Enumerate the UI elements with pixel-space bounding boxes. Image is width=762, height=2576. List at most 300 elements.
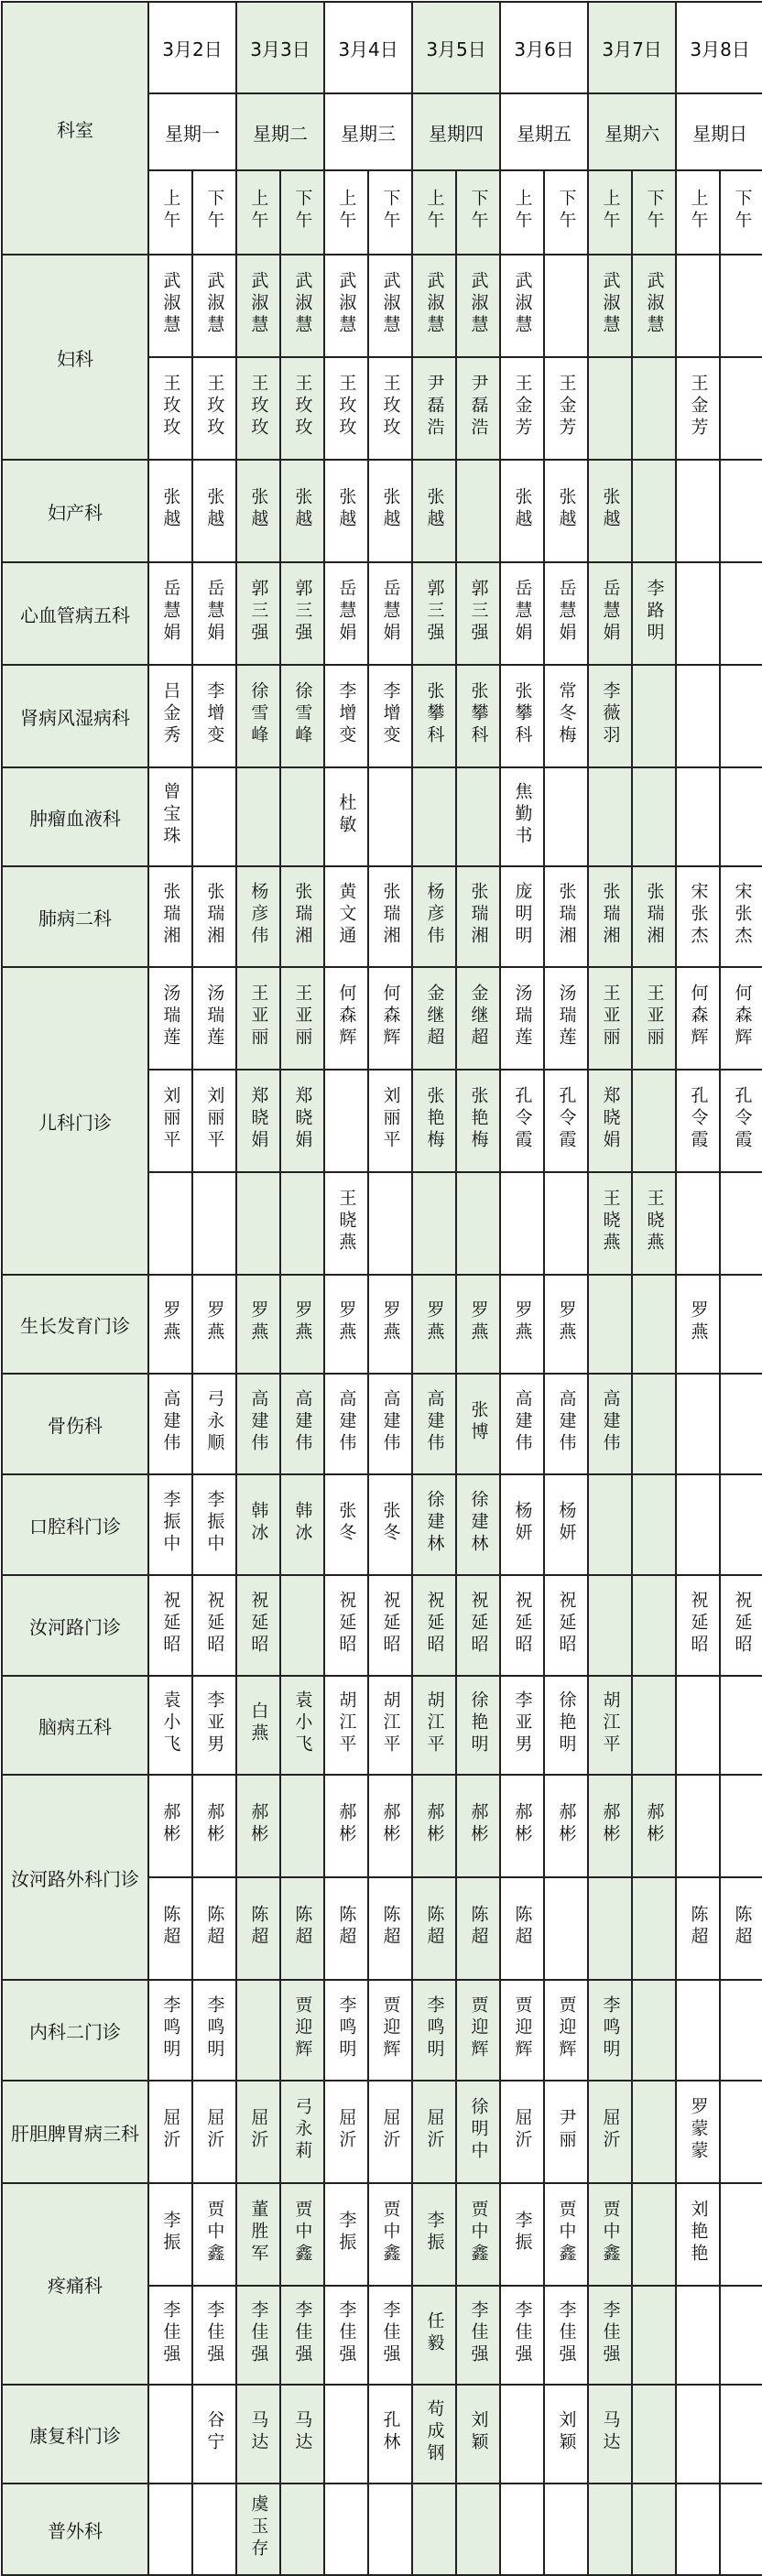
schedule-cell [544,1275,588,1374]
doctor-name: 王金芳 [688,373,709,440]
schedule-cell [544,2484,588,2575]
doctor-name: 祝延昭 [380,1590,401,1657]
schedule-cell [148,255,192,357]
schedule-cell [368,255,412,357]
department-name: 妇科 [2,255,148,460]
doctor-name: 陈超 [424,1904,445,1949]
schedule-cell [500,2484,544,2575]
date-header: 3月2日 [148,2,236,93]
doctor-name: 李增变 [380,680,401,747]
schedule-cell [720,1374,762,1474]
doctor-name: 高建伟 [380,1388,401,1455]
schedule-cell [720,967,762,1070]
schedule-cell [500,1474,544,1575]
date-header: 3月4日 [324,2,412,93]
schedule-cell [456,1980,500,2081]
doctor-name: 汤瑞莲 [204,983,225,1049]
doctor-name: 陈超 [732,1904,753,1949]
doctor-name: 李佳强 [380,2299,401,2366]
schedule-cell [324,460,368,562]
doctor-name: 罗燕 [292,1299,313,1344]
schedule-cell [588,1474,632,1575]
schedule-cell [192,562,236,665]
doctor-name: 陈超 [204,1904,225,1949]
doctor-name: 武淑慧 [424,270,445,337]
schedule-cell [500,357,544,460]
schedule-cell [192,1877,236,1980]
schedule-cell [588,1275,632,1374]
doctor-name: 贾迎辉 [292,1994,313,2061]
schedule-cell [456,2183,500,2286]
doctor-name: 胡江平 [380,1690,401,1756]
doctor-name: 张越 [292,486,313,531]
schedule-cell [676,665,720,767]
schedule-cell [500,665,544,767]
schedule-cell [368,562,412,665]
schedule-cell [148,357,192,460]
doctor-name: 李亚男 [512,1690,533,1756]
schedule-cell [456,1474,500,1575]
doctor-name: 张冬 [336,1500,357,1545]
doctor-name: 张博 [468,1399,489,1444]
schedule-cell [280,1172,324,1275]
doctor-name: 祝延昭 [556,1590,577,1657]
schedule-cell [236,1474,280,1575]
doctor-name: 徐明中 [468,2096,489,2163]
schedule-row [2,1775,762,1877]
doctor-name: 李鸣明 [424,1994,445,2061]
doctor-name: 罗燕 [512,1299,533,1344]
schedule-row [2,2385,762,2484]
doctor-name: 高建伟 [424,1388,445,1455]
schedule-cell [456,2286,500,2385]
doctor-name: 张越 [336,486,357,531]
schedule-cell [324,1980,368,2081]
schedule-cell [324,255,368,357]
schedule-cell [280,2183,324,2286]
department-name: 汝河路门诊 [2,1575,148,1676]
schedule-cell [148,2385,192,2484]
doctor-name: 王金芳 [556,373,577,440]
schedule-cell [148,665,192,767]
schedule-cell [588,767,632,866]
doctor-name: 郭三强 [424,578,445,645]
doctor-name: 徐建林 [424,1489,445,1556]
schedule-cell [412,1676,456,1775]
doctor-name: 刘艳艳 [688,2199,709,2266]
weekday-header: 星期四 [412,93,500,170]
schedule-cell [456,1070,500,1172]
schedule-cell [412,1275,456,1374]
schedule-cell [148,1172,192,1275]
schedule-cell [676,1070,720,1172]
department-name: 肺病二科 [2,866,148,967]
doctor-name: 李佳强 [468,2299,489,2366]
doctor-name: 张瑞湘 [600,881,621,948]
schedule-cell [632,2385,676,2484]
doctor-name: 谷宁 [204,2409,225,2454]
schedule-cell [280,357,324,460]
schedule-cell [324,866,368,967]
doctor-name: 袁小飞 [160,1690,181,1756]
schedule-cell [412,2385,456,2484]
doctor-name: 胡江平 [336,1690,357,1756]
schedule-cell [368,1575,412,1676]
schedule-cell [236,967,280,1070]
schedule-cell [500,255,544,357]
schedule-cell [500,1275,544,1374]
am-header: 上午 [336,188,357,233]
schedule-cell [500,460,544,562]
schedule-cell [676,2385,720,2484]
doctor-name: 李佳强 [292,2299,313,2366]
schedule-cell [368,1775,412,1877]
schedule-cell [192,1172,236,1275]
doctor-name: 王玫玫 [160,373,181,440]
doctor-name: 陈超 [336,1904,357,1949]
schedule-cell [236,2081,280,2183]
doctor-name: 岳慧娟 [556,578,577,645]
schedule-cell [632,866,676,967]
schedule-cell [412,866,456,967]
doctor-name: 任毅 [424,2310,445,2355]
schedule-cell [544,460,588,562]
schedule-row [2,2081,762,2183]
schedule-cell [412,767,456,866]
doctor-name: 尹磊浩 [424,373,445,440]
schedule-row [2,767,762,866]
schedule-cell [676,1877,720,1980]
schedule-cell [588,866,632,967]
schedule-cell [720,665,762,767]
doctor-name: 孔令霞 [512,1085,533,1152]
schedule-cell [280,1070,324,1172]
schedule-cell [720,1172,762,1275]
schedule-cell [324,1575,368,1676]
schedule-cell [148,1980,192,2081]
schedule-cell [720,767,762,866]
doctor-name: 杨妍 [556,1500,577,1545]
doctor-name: 李振 [424,2210,445,2255]
doctor-name: 屈沂 [336,2107,357,2152]
schedule-cell [456,866,500,967]
department-name: 肝胆脾胃病三科 [2,2081,148,2183]
doctor-name: 陈超 [688,1904,709,1949]
department-name: 康复科门诊 [2,2385,148,2484]
schedule-cell [456,255,500,357]
schedule-cell [720,255,762,357]
schedule-row [2,1575,762,1676]
doctor-name: 金继超 [468,983,489,1049]
doctor-name: 武淑慧 [336,270,357,337]
doctor-name: 罗蒙蒙 [688,2096,709,2163]
doctor-name: 王玫玫 [248,373,269,440]
schedule-cell [588,255,632,357]
schedule-cell [192,1275,236,1374]
doctor-name: 王亚丽 [644,983,665,1049]
department-name: 骨伤科 [2,1374,148,1474]
schedule-cell [676,562,720,665]
schedule-cell [720,2484,762,2575]
doctor-name: 刘颖 [556,2409,577,2454]
doctor-name: 苟成钢 [424,2398,445,2465]
schedule-cell [720,2385,762,2484]
schedule-cell [544,1172,588,1275]
schedule-row [2,1980,762,2081]
doctor-name: 郑晓娟 [600,1085,621,1152]
doctor-name: 祝延昭 [248,1590,269,1657]
schedule-cell [632,1575,676,1676]
schedule-cell [368,2081,412,2183]
schedule-cell [148,2183,192,2286]
schedule-cell [632,1775,676,1877]
schedule-cell [324,2183,368,2286]
doctor-name: 高建伟 [160,1388,181,1455]
schedule-cell [148,1275,192,1374]
schedule-cell [676,1474,720,1575]
schedule-cell [412,357,456,460]
schedule-cell [544,2081,588,2183]
schedule-cell [280,967,324,1070]
schedule-cell [456,1676,500,1775]
schedule-cell [368,460,412,562]
schedule-row [2,665,762,767]
doctor-name: 祝延昭 [336,1590,357,1657]
department-name: 口腔科门诊 [2,1474,148,1575]
schedule-cell [544,2385,588,2484]
schedule-cell [368,1070,412,1172]
schedule-cell [632,1172,676,1275]
doctor-name: 祝延昭 [468,1590,489,1657]
doctor-name: 庞明明 [512,881,533,948]
doctor-name: 李薇羽 [600,680,621,747]
department-name: 妇产科 [2,460,148,562]
schedule-cell [500,1575,544,1676]
doctor-name: 祝延昭 [160,1590,181,1657]
schedule-cell [632,357,676,460]
doctor-name: 董胜军 [248,2199,269,2266]
doctor-name: 孔令霞 [732,1085,753,1152]
schedule-cell [324,1676,368,1775]
schedule-row [2,255,762,357]
schedule-cell [368,357,412,460]
schedule-cell [148,460,192,562]
schedule-cell [280,665,324,767]
schedule-cell [412,1877,456,1980]
schedule-row [2,2484,762,2575]
schedule-cell [588,1374,632,1474]
doctor-name: 罗燕 [380,1299,401,1344]
doctor-name: 弓永莉 [292,2096,313,2163]
doctor-name: 武淑慧 [380,270,401,337]
schedule-cell [280,767,324,866]
doctor-name: 岳慧娟 [600,578,621,645]
schedule-cell [676,1374,720,1474]
schedule-cell [236,2183,280,2286]
am-header: 上午 [160,188,181,233]
doctor-name: 武淑慧 [644,270,665,337]
date-header: 3月6日 [500,2,588,93]
doctor-name: 张越 [204,486,225,531]
schedule-cell [324,2484,368,2575]
schedule-cell [324,2385,368,2484]
doctor-name: 贾迎辉 [512,1994,533,2061]
doctor-name: 宋张杰 [688,881,709,948]
doctor-name: 武淑慧 [160,270,181,337]
schedule-cell [280,2385,324,2484]
weekday-header: 星期二 [236,93,324,170]
schedule-cell [588,1070,632,1172]
schedule-cell [280,1575,324,1676]
schedule-cell [236,255,280,357]
schedule-cell [720,1575,762,1676]
schedule-cell [192,767,236,866]
schedule-cell [720,1877,762,1980]
schedule-cell [192,1374,236,1474]
doctor-name: 郝彬 [336,1801,357,1846]
doctor-name: 刘颖 [468,2409,489,2454]
schedule-cell [676,1275,720,1374]
schedule-cell [148,767,192,866]
doctor-name: 刘丽平 [380,1085,401,1152]
schedule-cell [148,1070,192,1172]
schedule-cell [632,665,676,767]
schedule-cell [412,2183,456,2286]
schedule-cell [368,1980,412,2081]
schedule-cell [368,967,412,1070]
schedule-cell [456,1374,500,1474]
schedule-cell [368,1275,412,1374]
doctor-name: 韩冰 [292,1500,313,1545]
schedule-cell [676,2081,720,2183]
schedule-cell [676,2484,720,2575]
doctor-name: 李振中 [204,1489,225,1556]
weekday-header: 星期五 [500,93,588,170]
doctor-name: 宋张杰 [732,881,753,948]
schedule-cell [456,767,500,866]
doctor-name: 李路明 [644,578,665,645]
doctor-name: 金继超 [424,983,445,1049]
department-name: 心血管病五科 [2,562,148,665]
doctor-name: 杨妍 [512,1500,533,1545]
doctor-name: 李振 [336,2210,357,2255]
doctor-name: 王亚丽 [600,983,621,1049]
schedule-cell [280,1374,324,1474]
schedule-cell [544,767,588,866]
schedule-cell [632,1877,676,1980]
doctor-name: 马达 [248,2409,269,2454]
schedule-cell [544,1877,588,1980]
doctor-name: 李亚男 [204,1690,225,1756]
schedule-row [2,967,762,1070]
schedule-cell [500,562,544,665]
doctor-name: 白燕 [248,1701,269,1745]
schedule-cell [412,562,456,665]
schedule-row [2,1474,762,1575]
doctor-name: 郝彬 [644,1801,665,1846]
schedule-cell [500,2183,544,2286]
schedule-cell [588,1172,632,1275]
am-header: 上午 [600,188,621,233]
doctor-name: 武淑慧 [204,270,225,337]
schedule-cell [148,562,192,665]
doctor-name: 高建伟 [512,1388,533,1455]
schedule-cell [544,866,588,967]
schedule-cell [412,665,456,767]
doctor-name: 陈超 [248,1904,269,1949]
doctor-name: 岳慧娟 [160,578,181,645]
doctor-name: 祝延昭 [424,1590,445,1657]
schedule-cell [632,2484,676,2575]
doctor-name: 陈超 [512,1904,533,1949]
doctor-name: 郑晓娟 [248,1085,269,1152]
schedule-cell [544,1775,588,1877]
am-header: 上午 [248,188,269,233]
doctor-name: 李鸣明 [600,1994,621,2061]
schedule-cell [588,1575,632,1676]
schedule-cell [500,1070,544,1172]
doctor-name: 武淑慧 [512,270,533,337]
doctor-name: 常冬梅 [556,680,577,747]
schedule-cell [500,1775,544,1877]
weekday-header: 星期一 [148,93,236,170]
schedule-cell [148,2081,192,2183]
schedule-cell [676,967,720,1070]
schedule-cell [544,967,588,1070]
schedule-cell [236,665,280,767]
schedule-cell [456,562,500,665]
schedule-cell [676,1575,720,1676]
pm-header: 下午 [644,188,665,233]
doctor-name: 张瑞湘 [292,881,313,948]
schedule-cell [676,2183,720,2286]
schedule-cell [280,460,324,562]
schedule-cell [500,1676,544,1775]
schedule-cell [368,2484,412,2575]
doctor-name: 王玫玫 [204,373,225,440]
department-name: 内科二门诊 [2,1980,148,2081]
doctor-name: 岳慧娟 [204,578,225,645]
schedule-cell [544,1980,588,2081]
doctor-name: 高建伟 [556,1388,577,1455]
doctor-name: 郝彬 [424,1801,445,1846]
schedule-cell [368,767,412,866]
doctor-name: 刘丽平 [160,1085,181,1152]
doctor-name: 虞玉存 [248,2494,269,2560]
doctor-name: 李佳强 [160,2299,181,2366]
schedule-cell [412,1374,456,1474]
schedule-cell [192,255,236,357]
doctor-name: 屈沂 [248,2107,269,2152]
doctor-name: 孔令霞 [688,1085,709,1152]
schedule-cell [324,1775,368,1877]
schedule-cell [720,562,762,665]
schedule-cell [632,1275,676,1374]
doctor-name: 罗燕 [688,1299,709,1344]
doctor-name: 徐艳明 [468,1690,489,1756]
schedule-cell [148,1676,192,1775]
doctor-name: 郝彬 [468,1801,489,1846]
schedule-cell [148,866,192,967]
schedule-cell [544,665,588,767]
schedule-cell [500,767,544,866]
doctor-name: 张越 [424,486,445,531]
schedule-cell [588,2286,632,2385]
schedule-cell [456,2081,500,2183]
date-row [2,2,762,93]
schedule-cell [456,967,500,1070]
doctor-name: 李增变 [336,680,357,747]
